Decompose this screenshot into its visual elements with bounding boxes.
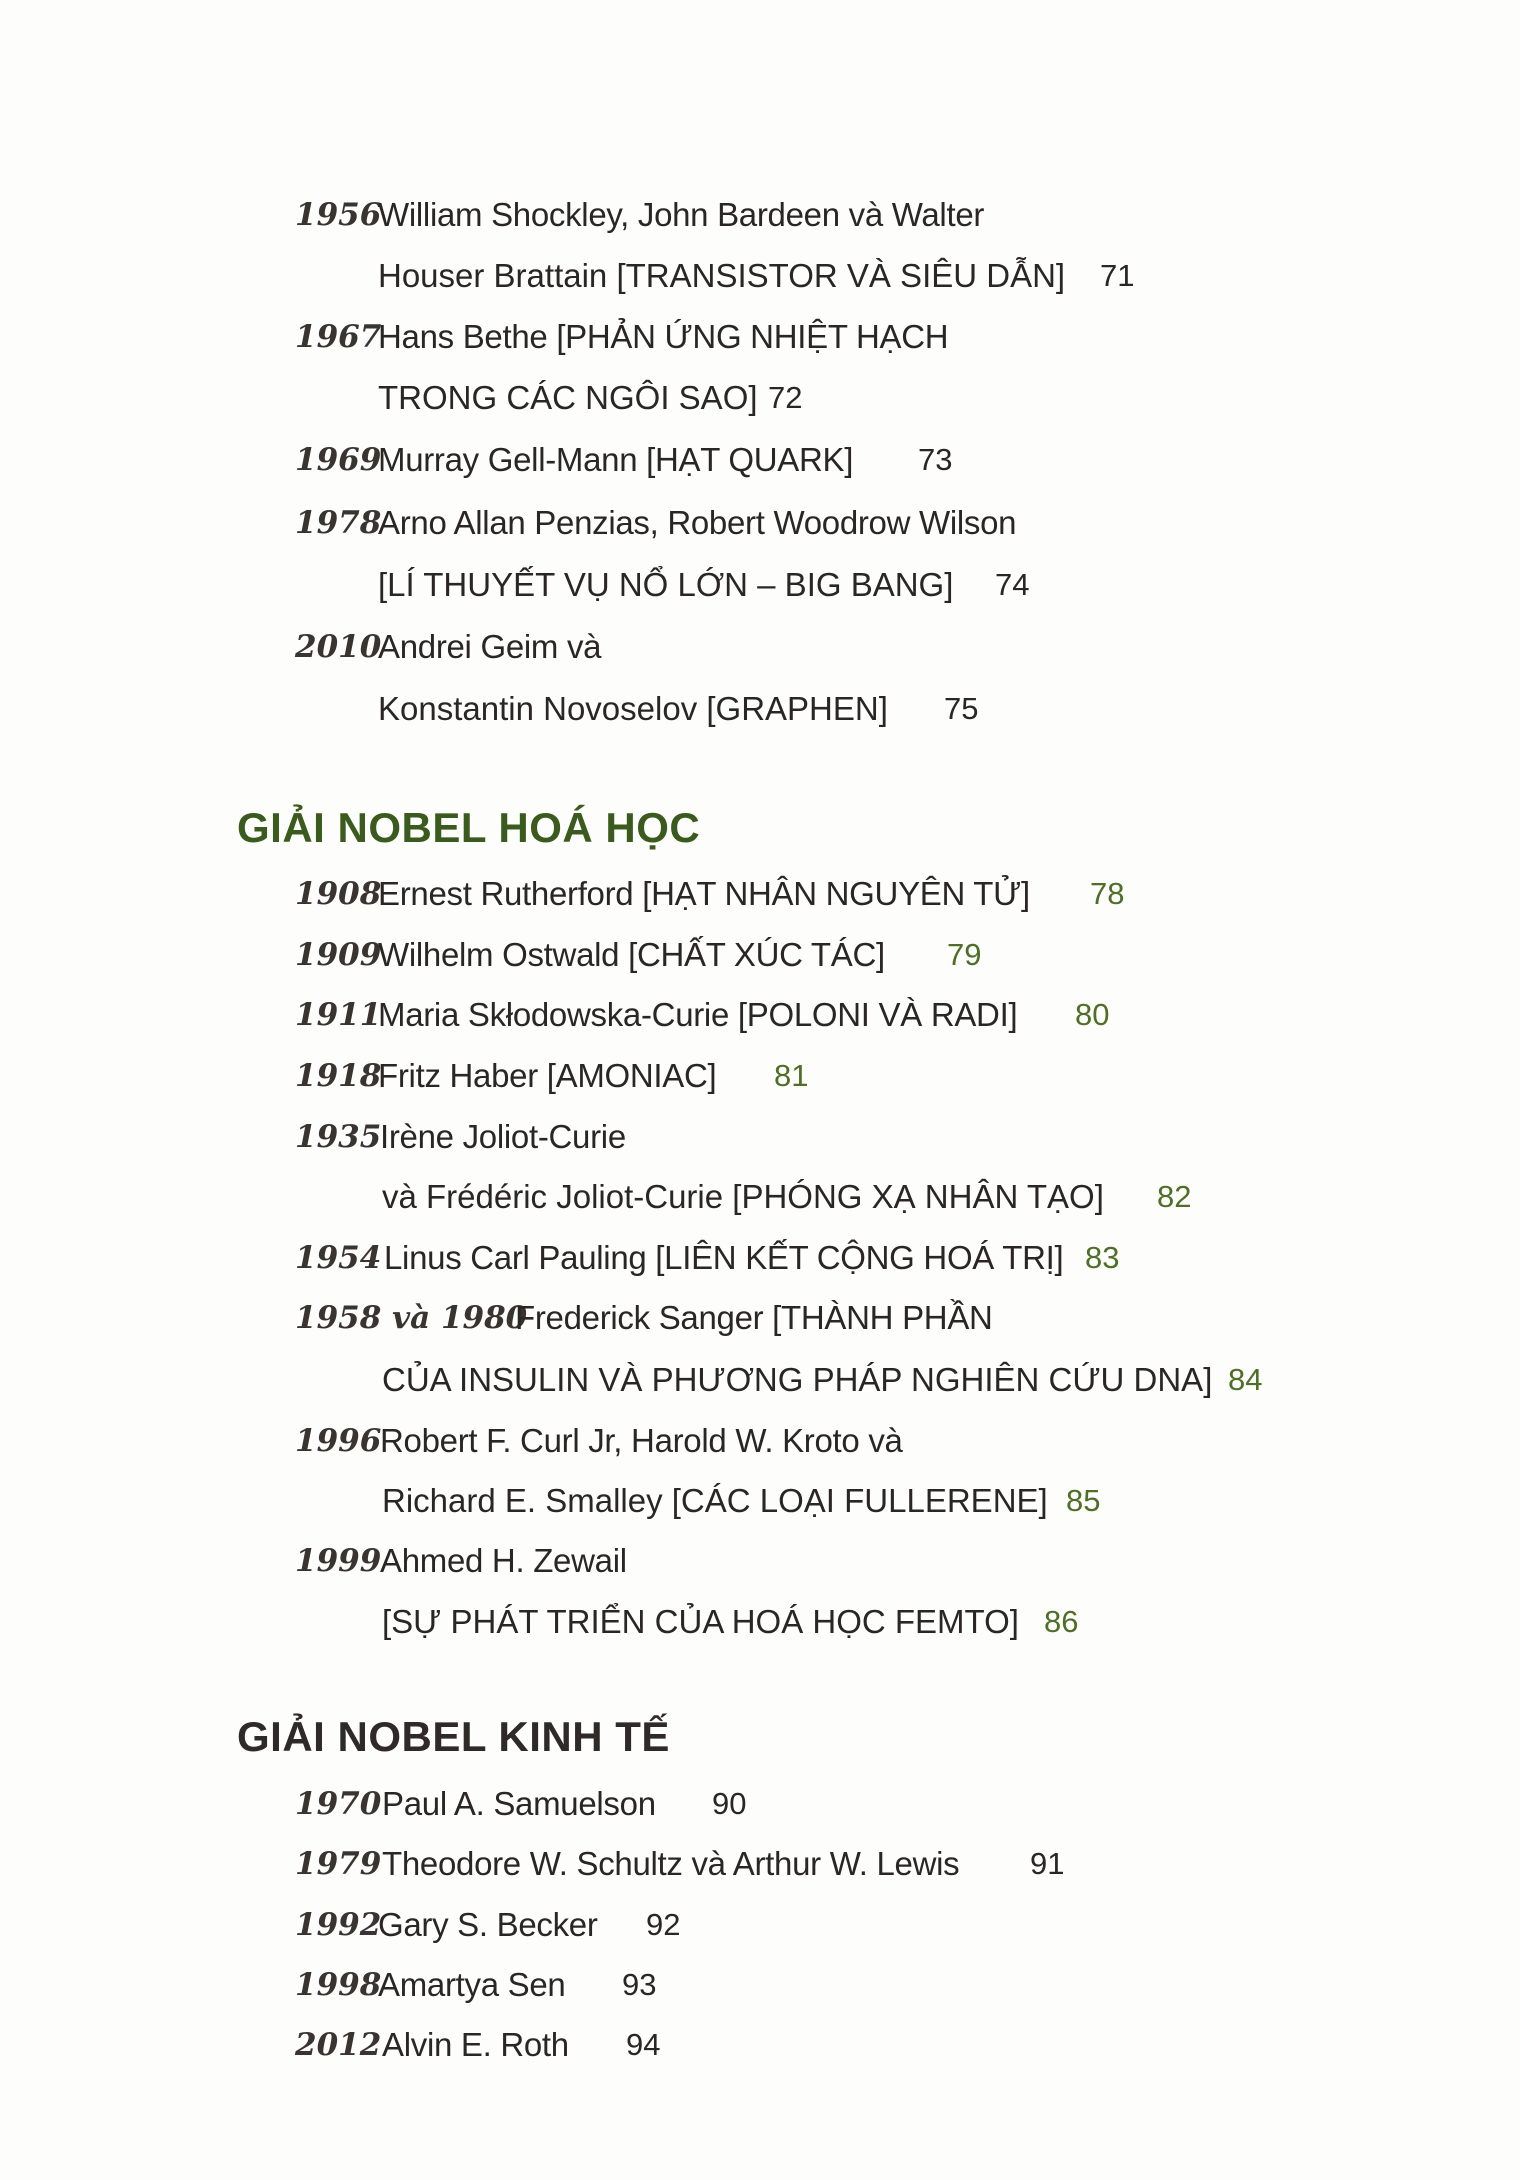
entry-title: Murray Gell-Mann [HẠT QUARK] [378,441,854,478]
entry-title: Alvin E. Roth [382,2026,569,2063]
entry-year: 1956 [295,197,382,233]
entry-page-number: 90 [712,1786,747,1821]
entry-title: Fritz Haber [AMONIAC] [378,1057,717,1094]
entry-title-continuation: [SỰ PHÁT TRIỂN CỦA HOÁ HỌC FEMTO] [382,1603,1019,1640]
entry-year: 1992 [295,1907,382,1943]
entry-page-number: 83 [1085,1240,1120,1275]
entry-page-number: 82 [1157,1179,1192,1214]
entry-title: Irène Joliot-Curie [380,1118,626,1155]
section-heading-economics: GIẢI NOBEL KINH TẾ [237,1713,670,1760]
entry-page-number: 79 [947,937,982,972]
entry-title-continuation: Houser Brattain [TRANSISTOR VÀ SIÊU DẪN] [378,257,1066,294]
entry-page-number: 94 [626,2027,661,2062]
entry-year: 1918 [295,1058,382,1094]
entry-page-number: 75 [944,691,979,726]
entry-title-continuation: TRONG CÁC NGÔI SAO] [378,379,758,416]
entry-year: 1996 [295,1423,382,1459]
entry-title: Gary S. Becker [378,1906,598,1943]
entry-page-number: 80 [1075,997,1110,1032]
entry-year: 1935 [295,1119,382,1155]
entry-title: Amartya Sen [378,1966,566,2003]
entry-page-number: 84 [1228,1362,1263,1397]
entry-year: 1998 [295,1967,382,2003]
entry-page-number: 81 [774,1058,809,1093]
entry-title: Andrei Geim và [378,628,602,665]
entry-title-continuation: Richard E. Smalley [CÁC LOẠI FULLERENE] [382,1482,1048,1519]
entry-title: Hans Bethe [PHẢN ỨNG NHIỆT HẠCH [378,318,949,355]
entry-title: Paul A. Samuelson [382,1785,656,1822]
entry-year: 1911 [295,997,382,1033]
entry-title: Frederick Sanger [THÀNH PHẦN [515,1299,993,1336]
entry-page-number: 93 [622,1967,657,2002]
entry-page-number: 78 [1090,876,1125,911]
entry-page-number: 71 [1100,258,1135,293]
entry-year: 1978 [295,505,382,541]
entry-year: 1954 [295,1240,382,1276]
entry-title: Theodore W. Schultz và Arthur W. Lewis [382,1845,960,1882]
entry-title-continuation: và Frédéric Joliot-Curie [PHÓNG XẠ NHÂN TẠO] [382,1178,1104,1215]
entry-title: Ahmed H. Zewail [380,1542,627,1579]
entry-title: Ernest Rutherford [HẠT NHÂN NGUYÊN TỬ] [378,875,1030,912]
entry-title-continuation: CỦA INSULIN VÀ PHƯƠNG PHÁP NGHIÊN CỨU DNA] [382,1361,1213,1398]
entry-year: 1967 [295,319,382,355]
entry-page-number: 86 [1044,1604,1079,1639]
entry-title: Robert F. Curl Jr, Harold W. Kroto và [380,1422,903,1459]
entry-year: 1970 [295,1786,382,1822]
entry-year: 1909 [295,937,382,973]
section-heading-chemistry: GIẢI NOBEL HOÁ HỌC [237,804,701,851]
entry-title-continuation: Konstantin Novoselov [GRAPHEN] [378,690,888,727]
entry-title: William Shockley, John Bardeen và Walter [378,196,985,233]
entry-page-number: 92 [646,1907,681,1942]
entry-title-continuation: [LÍ THUYẾT VỤ NỔ LỚN – BIG BANG] [378,566,954,603]
entry-year: 1979 [295,1846,382,1882]
entry-year: 1908 [295,876,382,912]
entry-title: Linus Carl Pauling [LIÊN KẾT CỘNG HOÁ TRỊ] [384,1239,1064,1276]
entry-year: 1999 [295,1543,382,1579]
entry-page-number: 85 [1066,1483,1101,1518]
entry-title: Maria Skłodowska-Curie [POLONI VÀ RADI] [378,996,1018,1033]
entry-year: 2010 [295,629,382,665]
entry-year: 2012 [295,2027,382,2063]
entry-page-number: 91 [1030,1846,1065,1881]
entry-title: Arno Allan Penzias, Robert Woodrow Wilson [378,504,1017,541]
entry-page-number: 72 [768,380,803,415]
entry-title: Wilhelm Ostwald [CHẤT XÚC TÁC] [378,936,885,973]
entry-year: 1969 [295,442,382,478]
entry-year: 1958 và 1980 [295,1300,528,1336]
entry-page-number: 74 [995,567,1030,602]
entry-page-number: 73 [918,442,953,477]
